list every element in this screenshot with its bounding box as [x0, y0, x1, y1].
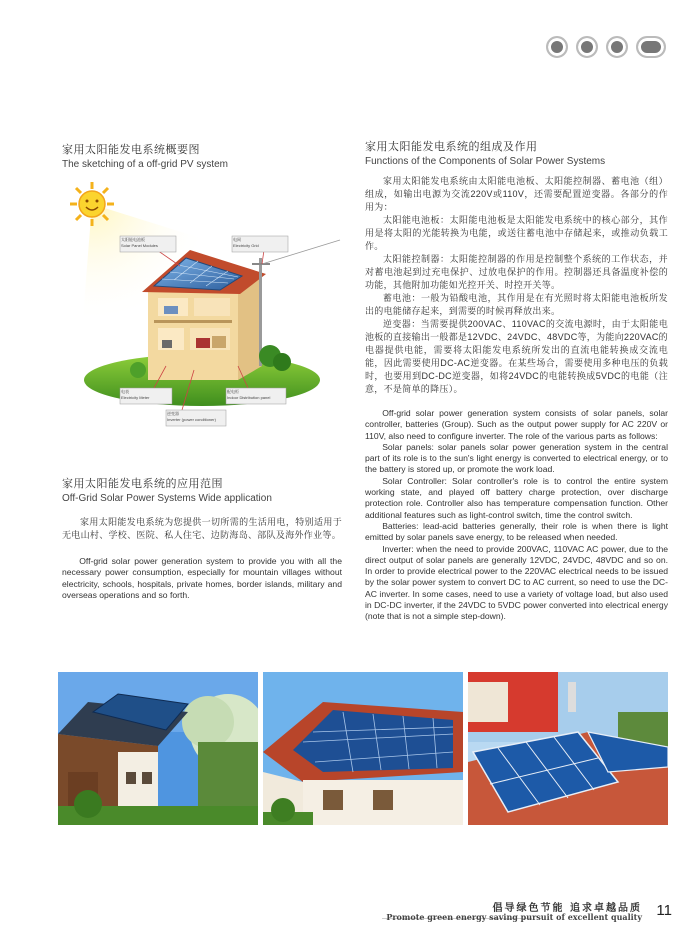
application-body-cn-text: 家用太阳能发电系统为您提供一切所需的生活用电，特别适用于无电山村、学校、医院、私人住宅、边防海岛、部队及海外作业等。: [62, 517, 342, 540]
components-section: [365, 138, 668, 623]
certification-mark-icon: [546, 36, 568, 58]
photo-house-solar-roof: [263, 672, 463, 825]
components-en-paragraph: Solar Controller: Solar controller's role is to control the entire system working state, and played off battery charge protection, over discharge protection role. Controller also has temperature compensation function. Other additional features such as light-control switch, time the control switch.: [365, 475, 668, 520]
application-body-en-text: Off-grid solar power generation system to provide you with all the necessary power consumption, especially for mountain villages without electricity, schools, hospitals, private homes, border islands, military and overseas operations and so forth.: [62, 556, 342, 600]
components-cn-paragraph: 太阳能控制器：太阳能控制器的作用是控制整个系统的工作状态，并对蓄电池起到过充电保护、过放电保护的作用。控制器还具备温度补偿的功能，其他附加功能如光控开关、时控开关等。: [365, 254, 668, 290]
inverter-label-cn: 逆变器: [167, 411, 179, 416]
application-section: [62, 475, 342, 601]
components-title-en: Functions of the Components of Solar Power Systems: [365, 156, 606, 167]
components-cn-paragraph: 逆变器：当需要提供200VAC、110VAC的交流电源时，由于太阳能电池板的直接输出一般都是12VDC、24VDC、48VDC等，为能向220VAC的电器提供电能，需要将太阳能发电系统所发出的直流电能转换成交流电能，因此需要使用DC-AC逆变器。在某些场合，需要使用多种电压的负载时，也要用到DC-DC逆变器，如将24VDC的电能转换成5VDC的电能（注意，不是简单的降压）。: [365, 319, 668, 394]
components-title-cn: 家用太阳能发电系统的组成及作用: [365, 141, 538, 153]
sketch-title-cn: 家用太阳能发电系统概要图: [62, 144, 200, 156]
grid-label-en: Electricity Grid: [233, 243, 259, 248]
inverter-label-en: Inverter (power conditioner): [167, 417, 216, 422]
footer-slogan-en: Promote green energy saving pursuit of excellent quality: [386, 912, 642, 922]
components-cn-paragraph: 蓄电池：一般为铅酸电池，其作用是在有光照时将太阳能电池板所发出的电能储存起来，到需要的时候再释放出来。: [365, 293, 668, 316]
components-cn-paragraph: 家用太阳能发电系统由太阳能电池板、太阳能控制器、蓄电池（组）组成，如输出电源为交流220V或110V，还需要配置逆变器。各部分的作用为：: [365, 176, 668, 212]
solar-panel-label-cn: 太阳能电池板: [121, 237, 145, 242]
components-body-en: [365, 408, 668, 623]
components-cn-paragraph: 太阳能电池板：太阳能电池板是太阳能发电系统中的核心部分，其作用是将太阳的光能转换为电能，或送往蓄电池中存储起来，或推动负载工作。: [365, 215, 668, 251]
certification-marks: [546, 36, 666, 58]
components-en-paragraph: Batteries: lead-acid batteries generally, their role is when there is light emitted by solar panels save energy, to be released when needed.: [365, 520, 668, 543]
distribution-label-cn: 配电柜: [227, 389, 239, 394]
photo-barn-solar: [58, 672, 258, 825]
photo-tiled-roof-panels: [468, 672, 668, 825]
application-body-cn: [62, 516, 342, 542]
page-number: 11: [656, 902, 672, 919]
components-en-paragraph: Off-grid solar power generation system consists of solar panels, solar controller, batteries (Group). Such as the output power supply for AC 220V or 110V, also need to configure inverter. The role of the various parts as follows:: [365, 408, 668, 441]
application-title-cn: 家用太阳能发电系统的应用范围: [62, 478, 223, 490]
sun-icon: [70, 182, 114, 226]
solar-panel-label-en: Solar Panel Modules: [121, 243, 158, 248]
house-diagram: [62, 180, 342, 440]
certification-mark-icon: [606, 36, 628, 58]
grid-label-cn: 电网: [233, 237, 241, 242]
sketch-heading: [62, 141, 342, 170]
application-title-en: Off-Grid Solar Power Systems Wide application: [62, 493, 272, 504]
sketch-title-en: The sketching of a off-grid PV system: [62, 159, 229, 170]
components-en-paragraph: Inverter: when the need to provide 200VAC, 110VAC AC power, due to the direct output of solar panels are generally 12VDC, 24VDC, 48VDC and so on. In order to provide electrical power to the 220VAC electrical needs to be issued by the solar power system to convert DC to AC current, so need to use the DC-AC inverter. In some cases, need to use a variety of voltage load, but also used in DC-DC inverter, if the 24VDC to 5VDC power converted into electrical energy (note that is not a simple step-down).: [365, 543, 668, 622]
components-body-cn: [365, 175, 668, 396]
pv-system-illustration: [62, 180, 342, 440]
certification-mark-icon: [636, 36, 666, 58]
meter-label-cn: 电表: [121, 389, 129, 394]
footer-slogan-cn: 倡导绿色节能 追求卓越品质: [492, 903, 642, 914]
meter-label-en: Electricity Meter: [121, 395, 150, 400]
distribution-label-en: Indoor Distribution panel: [227, 395, 271, 400]
application-body-en: [62, 556, 342, 601]
components-en-paragraph: Solar panels: solar panels solar power generation system in the central part of its role is to the sun's light energy is converted to electrical energy, or to the battery is stored up, or promote the work load.: [365, 441, 668, 475]
certification-mark-icon: [576, 36, 598, 58]
